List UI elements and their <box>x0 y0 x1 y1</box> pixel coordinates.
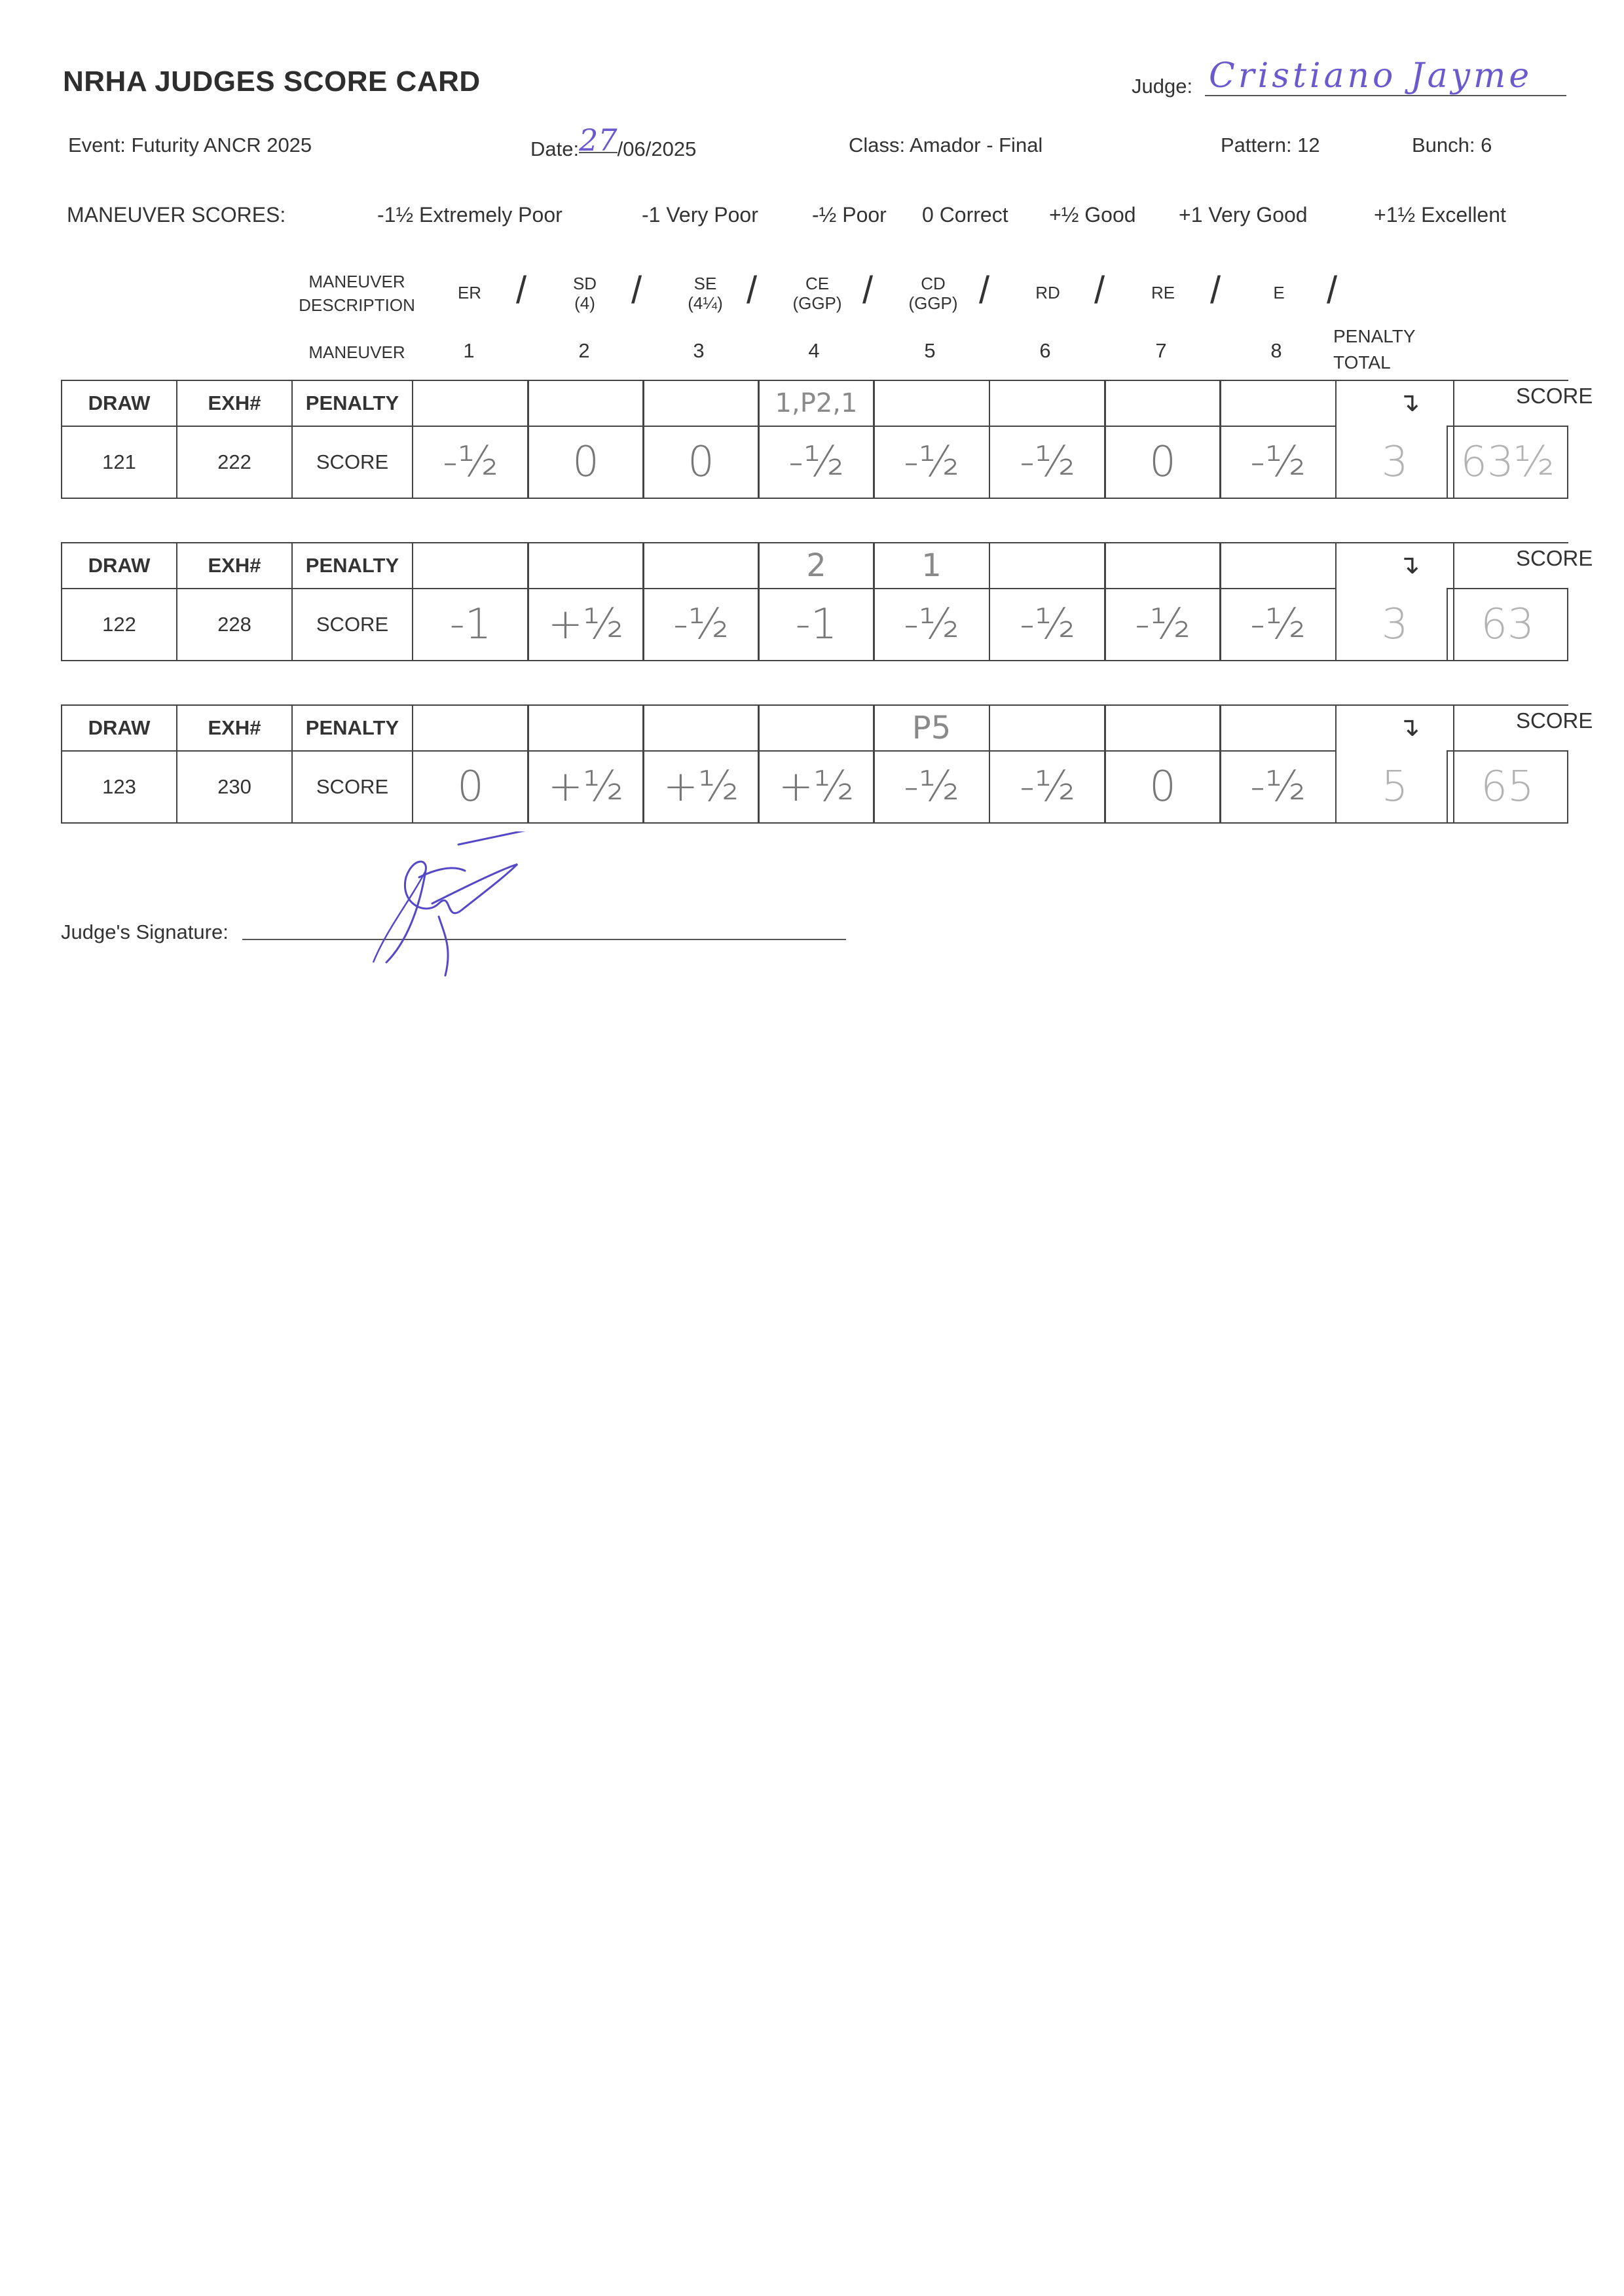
penalty-cell <box>412 542 529 589</box>
maneuver-score-cell: -½ <box>758 426 875 499</box>
maneuver-score-cell: 0 <box>642 426 760 499</box>
exh-value: 228 <box>176 588 293 661</box>
score-top-rule <box>1447 380 1568 381</box>
score-top-rule <box>1447 542 1568 543</box>
divider-slash: / <box>631 269 642 312</box>
maneuver-score-cell: 0 <box>527 426 644 499</box>
penalty-cell <box>1219 380 1337 427</box>
maneuver-score-cell: +½ <box>758 750 875 824</box>
code: CE <box>805 274 830 293</box>
date-rest: /06/2025 <box>617 137 697 160</box>
penalty-cell <box>989 542 1106 589</box>
penalty-cell: 1,P2,1 <box>758 380 875 427</box>
card-title: NRHA JUDGES SCORE CARD <box>63 65 481 98</box>
scale-item: +½ Good <box>1049 203 1136 227</box>
score-column-label: SCORE <box>1516 546 1593 570</box>
judge-signature-drawing <box>347 831 537 989</box>
date-label: Date: <box>530 137 580 160</box>
penalty-cell <box>873 380 990 427</box>
penalty-header: PENALTY <box>291 704 413 752</box>
exh-header: EXH# <box>176 542 293 589</box>
maneuver-description-label <box>288 270 426 317</box>
maneuver-score-cell: -½ <box>642 588 760 661</box>
score-column-label: SCORE <box>1516 708 1593 733</box>
draw-header: DRAW <box>61 704 177 752</box>
code: E <box>1273 283 1285 302</box>
entry-card <box>61 542 1593 663</box>
penalty-cell <box>1104 542 1221 589</box>
md-line-2: DESCRIPTION <box>299 295 415 315</box>
exh-header: EXH# <box>176 704 293 752</box>
final-score-cell: 65 <box>1447 750 1568 824</box>
maneuver-number: 3 <box>693 339 705 362</box>
sub: (4) <box>574 293 595 313</box>
final-score-cell: 63½ <box>1447 426 1568 499</box>
divider-slash: / <box>1094 269 1105 312</box>
divider-slash: / <box>747 269 758 312</box>
down-right-arrow-icon: ↴ <box>1398 713 1420 742</box>
maneuver-score-cell: 0 <box>1104 426 1221 499</box>
divider-slash: / <box>979 269 990 312</box>
event-field: Event: Futurity ANCR 2025 <box>68 134 312 156</box>
maneuver-score-cell: -½ <box>873 588 990 661</box>
maneuver-number: 7 <box>1155 339 1167 362</box>
maneuver-number: 2 <box>578 339 590 362</box>
md-line-1: MANEUVER <box>308 272 405 291</box>
maneuver-number: 6 <box>1039 339 1051 362</box>
penalty-cell <box>642 542 760 589</box>
maneuver-score-cell: 0 <box>412 750 529 824</box>
maneuver-score-cell: -½ <box>1104 588 1221 661</box>
maneuver-score-cell: +½ <box>527 588 644 661</box>
maneuver-score-cell: 0 <box>1104 750 1221 824</box>
scale-item: +1½ Excellent <box>1374 203 1506 227</box>
penalty-header: PENALTY <box>291 380 413 427</box>
maneuver-score-cell: -½ <box>412 426 529 499</box>
draw-header: DRAW <box>61 380 177 427</box>
judge-label: Judge: <box>1132 75 1193 98</box>
penalty-total-cell: 5 <box>1335 704 1454 824</box>
maneuver-scores-label: MANEUVER SCORES: <box>67 203 286 227</box>
score-row-label: SCORE <box>291 588 413 661</box>
class-field: Class: Amador - Final <box>849 134 1043 156</box>
down-right-arrow-icon: ↴ <box>1398 388 1420 417</box>
penalty-total-line-1: PENALTY <box>1333 326 1416 346</box>
draw-value: 122 <box>61 588 177 661</box>
penalty-cell <box>642 380 760 427</box>
sub: (4¼) <box>688 293 723 313</box>
entry-card <box>61 380 1593 500</box>
penalty-cell: 2 <box>758 542 875 589</box>
penalty-cell <box>1219 542 1337 589</box>
penalty-cell <box>1219 704 1337 752</box>
penalty-total-cell: 3 <box>1335 380 1454 499</box>
penalty-cell: 1 <box>873 542 990 589</box>
penalty-cell <box>989 704 1106 752</box>
final-score-cell: 63 <box>1447 588 1568 661</box>
exh-value: 222 <box>176 426 293 499</box>
entry-card <box>61 704 1593 825</box>
maneuver-code-4 <box>781 274 853 313</box>
maneuver-number: 5 <box>924 339 936 362</box>
maneuver-score-cell: -1 <box>412 588 529 661</box>
penalty-cell <box>412 704 529 752</box>
date-day-handwritten: 27 <box>579 122 618 158</box>
score-top-rule <box>1447 704 1568 706</box>
sub: (GGP) <box>908 293 958 313</box>
penalty-cell <box>1104 704 1221 752</box>
draw-header: DRAW <box>61 542 177 589</box>
penalty-header: PENALTY <box>291 542 413 589</box>
penalty-cell <box>527 380 644 427</box>
pattern-field: Pattern: 12 <box>1221 134 1320 156</box>
maneuver-score-cell: -½ <box>1219 588 1337 661</box>
maneuver-code-2 <box>559 274 611 313</box>
maneuver-score-cell: -½ <box>873 750 990 824</box>
penalty-total-label <box>1333 323 1416 376</box>
draw-value: 121 <box>61 426 177 499</box>
penalty-cell <box>527 542 644 589</box>
code: ER <box>457 283 482 302</box>
signature-label: Judge's Signature: <box>61 920 229 943</box>
penalty-total-cell: 3 <box>1335 542 1454 661</box>
scale-item: 0 Correct <box>922 203 1008 227</box>
maneuver-score-cell: -½ <box>1219 750 1337 824</box>
maneuver-score-cell: -½ <box>873 426 990 499</box>
maneuver-code-3 <box>673 274 738 313</box>
maneuver-score-cell: -1 <box>758 588 875 661</box>
code: SD <box>572 274 597 293</box>
scale-item: -1 Very Poor <box>642 203 758 227</box>
scale-item: -½ Poor <box>812 203 887 227</box>
code: RD <box>1035 283 1060 302</box>
maneuver-code-5 <box>897 274 969 313</box>
penalty-cell <box>642 704 760 752</box>
divider-slash: / <box>516 269 527 312</box>
scale-item: -1½ Extremely Poor <box>377 203 563 227</box>
judge-name-handwritten: Cristiano Jayme <box>1209 56 1533 96</box>
divider-slash: / <box>1327 269 1338 312</box>
maneuver-number: 1 <box>463 339 475 362</box>
divider-slash: / <box>1210 269 1221 312</box>
bunch-field: Bunch: 6 <box>1412 134 1492 156</box>
maneuver-number: 4 <box>808 339 820 362</box>
scale-item: +1 Very Good <box>1179 203 1308 227</box>
code: RE <box>1151 283 1175 302</box>
maneuver-label: MANEUVER <box>308 342 405 362</box>
score-row-label: SCORE <box>291 750 413 824</box>
sub: (GGP) <box>792 293 842 313</box>
penalty-cell: P5 <box>873 704 990 752</box>
code: SE <box>693 274 717 293</box>
score-column-label: SCORE <box>1516 384 1593 408</box>
maneuver-score-cell: -½ <box>989 750 1106 824</box>
maneuver-score-cell: +½ <box>642 750 760 824</box>
maneuver-score-cell: -½ <box>989 426 1106 499</box>
penalty-cell <box>758 704 875 752</box>
penalty-total-line-2: TOTAL <box>1333 352 1391 373</box>
maneuver-score-cell: -½ <box>1219 426 1337 499</box>
maneuver-number: 8 <box>1270 339 1282 362</box>
penalty-cell <box>527 704 644 752</box>
date-field <box>530 122 697 161</box>
maneuver-code-1 <box>443 283 496 302</box>
maneuver-code-7 <box>1137 283 1189 302</box>
penalty-cell <box>1104 380 1221 427</box>
maneuver-code-8 <box>1253 283 1305 302</box>
maneuver-score-cell: +½ <box>527 750 644 824</box>
divider-slash: / <box>862 269 874 312</box>
draw-value: 123 <box>61 750 177 824</box>
maneuver-code-6 <box>1022 283 1074 302</box>
code: CD <box>921 274 946 293</box>
score-row-label: SCORE <box>291 426 413 499</box>
maneuver-score-cell: -½ <box>989 588 1106 661</box>
exh-value: 230 <box>176 750 293 824</box>
penalty-cell <box>412 380 529 427</box>
signature-line <box>242 939 846 940</box>
down-right-arrow-icon: ↴ <box>1398 551 1420 579</box>
exh-header: EXH# <box>176 380 293 427</box>
penalty-cell <box>989 380 1106 427</box>
